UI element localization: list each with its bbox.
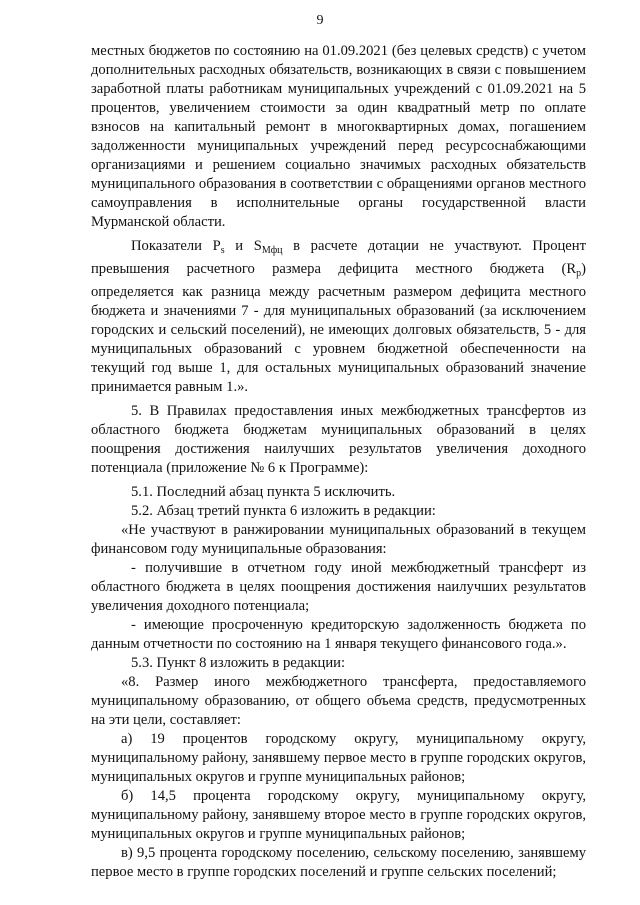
- paragraph-dash-received-transfer: - получившие в отчетном году иной межбюджетный трансферт из областного бюджета в целях поощрения достижения наилучших результатов увеличения доходного потенциала;: [91, 560, 586, 614]
- body-text: [91, 42, 586, 882]
- paragraph-indicators: [91, 237, 586, 397]
- subscript-mfc: Мфц: [261, 245, 283, 256]
- paragraph-item-5: 5. В Правилах предоставления иных межбюджетных трансфертов из областного бюджета бюджетам муниципальных образований в целях поощрения достижения наилучших результатов увеличения доходного потенциала (приложение № 6 к Программе):: [91, 403, 586, 476]
- subscript-s: s: [220, 245, 225, 256]
- paragraph-subitem-a: а) 19 процентов городскому округу, муниципальному округу, муниципальному району, занявшему первое место в группе городских округов, муниципальных округов и группе муниципальных районов;: [91, 731, 586, 785]
- paragraph-dash-overdue-debt: - имеющие просроченную кредиторскую задолженность бюджета по данным отчетности по состоянию на 1 января текущего финансового года.».: [91, 617, 586, 652]
- subscript-r: р: [576, 268, 582, 279]
- paragraph-item-5-3: 5.3. Пункт 8 изложить в редакции:: [131, 655, 346, 671]
- paragraph-indicators-text-b: и S: [224, 238, 262, 254]
- paragraph-subitem-b: б) 14,5 процента городскому округу, муниципальному округу, муниципальному району, занявшему второе место в группе городских округов, муниципальных округов и группе муниципальных районов;: [91, 788, 586, 842]
- paragraph-item-5-2: 5.2. Абзац третий пункта 6 изложить в редакции:: [131, 503, 436, 519]
- paragraph-indicators-text-d: ) определяется как разница между расчетным размером дефицита местного бюджета и значениями 7 - для муниципальных образований (за исключением городских и сельский поселений), не имеющих долговых обязательств, 5 - для муниципальных образований с уровнем бюджетной обеспеченности на текущий год выше 1, для остальных муниципальных образований значение принимается равным 1.».: [91, 261, 586, 395]
- paragraph-subitem-v: в) 9,5 процента городскому поселению, сельскому поселению, занявшему первое место в группе городских поселений и группе сельских поселений;: [91, 845, 586, 880]
- paragraph-indicators-text-a: Показатели Р: [131, 238, 221, 254]
- paragraph-indicators-text-c: в расчете дотации не участвуют. Процент превышения расчетного размера дефицита местного бюджета (R: [91, 238, 586, 277]
- page-number: 9: [316, 13, 324, 28]
- paragraph-item-5-1: 5.1. Последний абзац пункта 5 исключить.: [131, 484, 396, 500]
- paragraph-quote-item-8: «8. Размер иного межбюджетного трансферта, предоставляемого муниципальному образованию, от общего объема средств, предусмотренных на эти цели, составляет:: [91, 674, 586, 728]
- paragraph-budget-obligations: местных бюджетов по состоянию на 01.09.2021 (без целевых средств) с учетом дополнительных расходных обязательств, возникающих в связи с повышением заработной платы работникам муниципальных учреждений с 01.09.2021 на 5 процентов, увеличением стоимости за один квадратный метр по оплате взносов на капитальный ремонт в многоквартирных домах, погашением задолженности муниципальных учреждений перед ресурсоснабжающими организациями и решением социально значимых расходных обязательств муниципального образования в соответствии с обращениями органов местного самоуправления в исполнительные органы государственной власти Мурманской области.: [91, 43, 586, 230]
- paragraph-quote-not-participate: «Не участвуют в ранжировании муниципальных образований в текущем финансовом году муниципальные образования:: [91, 522, 586, 557]
